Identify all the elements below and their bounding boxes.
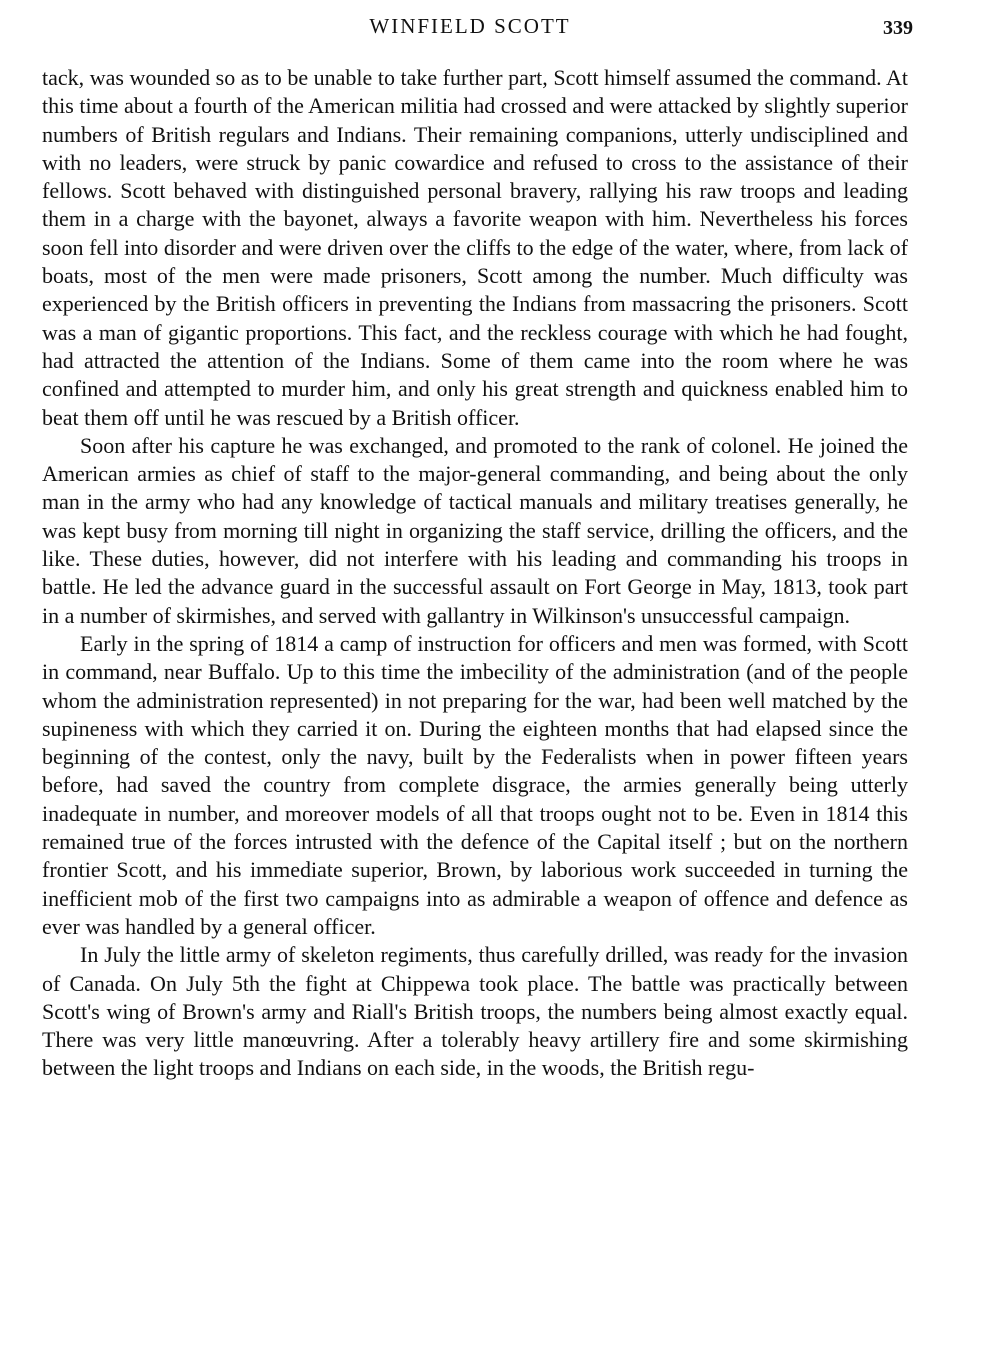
running-title: WINFIELD SCOTT	[369, 14, 571, 38]
paragraph: Soon after his capture he was exchanged, and promoted to the rank of colonel. He joined the American armies as chief of staff to the major-general commanding, and being about the only man in the army who had any knowledge of tactical manuals and military treatises generally, he was kept busy from morning till night in organizing the staff service, drilling the officers, and the like. These duties, however, did not interfere with his leading and commanding his troops in battle. He led the advance guard in the successful assault on Fort George in May, 1813, took part in a number of skirmishes, and served with gallantry in Wilkinson's unsuccessful campaign.	[42, 432, 908, 628]
body-text	[42, 64, 908, 1083]
page-number: 339	[883, 17, 913, 39]
paragraph: Early in the spring of 1814 a camp of instruction for officers and men was formed, with Scott in command, near Buffalo. Up to this time the imbecility of the administration (and of the people whom the administration represented) in not preparing for the war, had been well matched by the supineness with which they carried it on. During the eighteen months that had elapsed since the beginning of the contest, only the navy, built by the Federalists when in power fifteen years before, had saved the country from complete disgrace, the armies generally being utterly inadequate in number, and moreover models of all that troops ought not to be. Even in 1814 this remained true of the forces intrusted with the defence of the Capital itself ; but on the northern frontier Scott, and his immediate superior, Brown, by laborious work succeeded in turning the inefficient mob of the first two campaigns into as admirable a weapon of offence and defence as ever was handled by a general officer.	[42, 630, 908, 939]
paragraph: In July the little army of skeleton regiments, thus carefully drilled, was ready for the invasion of Canada. On July 5th the fight at Chippewa took place. The battle was practically between Scott's wing of Brown's army and Riall's British troops, the numbers being almost exactly equal. There was very little manœuvring. After a tolerably heavy artillery fire and some skirmishing between the light troops and Indians on each side, in the woods, the British regu-	[42, 942, 908, 1081]
paragraph-continued: tack, was wounded so as to be unable to take further part, Scott himself assumed the command. At this time about a fourth of the American militia had crossed and were attacked by slightly superior numbers of British regulars and Indians. Their remaining companions, utterly undisciplined and with no leaders, were struck by panic cowardice and refused to cross to the assistance of their fellows. Scott behaved with distinguished personal bravery, rallying his raw troops and leading them in a charge with the bayonet, always a favorite weapon with him. Nevertheless his forces soon fell into disorder and were driven over the cliffs to the edge of the water, where, from lack of boats, most of the men were made prisoners, Scott among the number. Much difficulty was experienced by the British officers in preventing the Indians from massacring the prisoners. Scott was a man of gigantic proportions. This fact, and the reckless courage with which he had fought, had attracted the attention of the Indians. Some of them came into the room where he was confined and attempted to murder him, and only his great strength and quickness enabled him to beat them off until he was rescued by a British officer.	[42, 65, 908, 430]
running-head	[0, 12, 995, 42]
